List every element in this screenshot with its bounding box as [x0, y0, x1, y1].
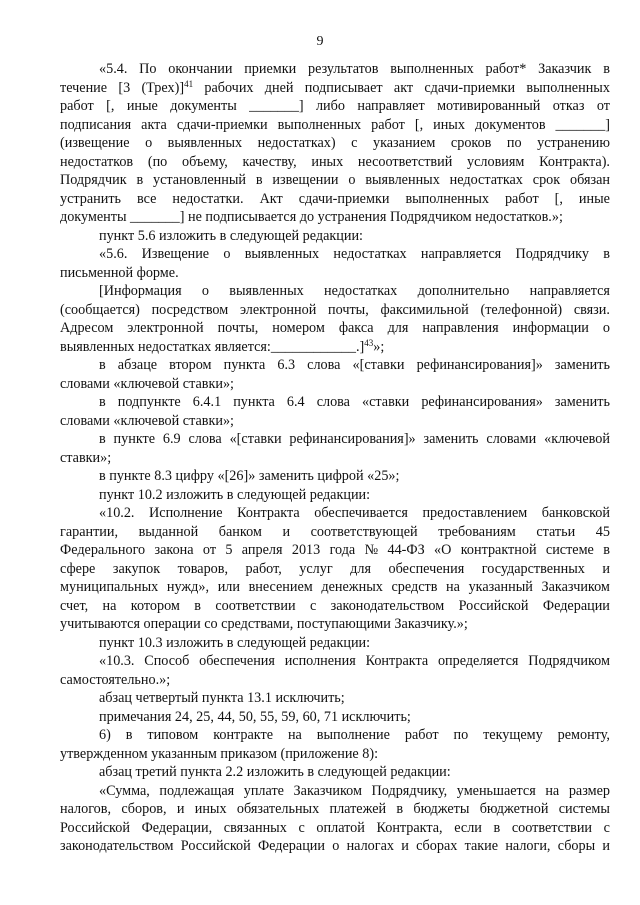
text-line-content: «Сумма, подлежащая уплате Заказчиком Подрядчику, уменьшается на размер — [99, 782, 610, 799]
text-line-content: в абзаце втором пункта 6.3 слова «[ставки рефинансирования]» заменить — [99, 357, 610, 373]
text-line-content: «5.6. Извещение о выявленных недостатках направляется Подрядчику в — [99, 246, 610, 262]
text-line-content: 6) в типовом контракте на выполнение работ по текущему ремонту, — [99, 727, 610, 743]
text-line — [60, 338, 610, 357]
text-line-content: работ [, иные документы _______] либо направляет мотивированный отказ от — [60, 98, 610, 114]
text-line-content: законодательством Российской Федерации о налогах и сборах такие налоги, сборы и — [60, 838, 610, 854]
text-line-content: (извещение о выявленных недостатках) с указанием сроков по устранению — [60, 135, 610, 151]
text-line — [60, 486, 610, 505]
page-number: 9 — [316, 34, 324, 49]
text-line — [60, 837, 610, 856]
text-line — [60, 671, 610, 690]
text-line-content: абзац четвертый пункта 13.1 исключить; — [99, 690, 345, 706]
text-line — [60, 153, 610, 172]
text-line-content: сфере закупок товаров, работ, услуг для обеспечения государственных и — [60, 560, 610, 577]
text-line-content: налогов, сборов, и иных обязательных платежей в бюджеты бюджетной системы — [60, 801, 610, 817]
text-line-content: «10.2. Исполнение Контракта обеспечивается предоставлением банковской — [99, 505, 610, 521]
text-line — [60, 412, 610, 431]
text-line — [60, 504, 610, 523]
text-line — [60, 79, 610, 98]
text-line-content: примечания 24, 25, 44, 50, 55, 59, 60, 71 исключить; — [99, 708, 411, 725]
text-line — [60, 726, 610, 745]
text-line — [60, 689, 610, 708]
text-line-content: течение [3 (Трех)]$^{41}$ рабочих дней подписывает акт сдачи-приемки выполненных — [60, 78, 610, 96]
text-line — [60, 116, 610, 135]
text-line — [60, 763, 610, 782]
text-line — [60, 745, 610, 764]
text-line-content: Адресом электронной почты, номером факса для направления информации о — [60, 320, 610, 336]
footnote-ref: 43 — [364, 337, 374, 348]
text-line-content: (сообщается) посредством электронной почты, факсимильной (телефонной) связи. — [60, 301, 610, 318]
text-line-content: словами «ключевой ставки»; — [60, 375, 234, 392]
text-line-content: Российской Федерации, связанных с оплатой Контракта, если в соответствии с — [60, 819, 610, 836]
text-line-content: гарантии, выданной банком и соответствующей требованиям статьи 45 — [60, 523, 610, 540]
text-line — [60, 652, 610, 671]
text-line — [60, 60, 610, 79]
text-line-content: в пункте 6.9 слова «[ставки рефинансирования]» заменить словами «ключевой — [99, 431, 610, 447]
text-line — [60, 393, 610, 412]
text-line-content: в подпункте 6.4.1 пункта 6.4 слова «ставки рефинансирования» заменить — [99, 394, 610, 410]
text-line-content: письменной форме. — [60, 264, 179, 281]
text-line-content: самостоятельно.»; — [60, 671, 171, 688]
text-line — [60, 171, 610, 190]
text-line — [60, 190, 610, 209]
text-line — [60, 800, 610, 819]
footnote-ref: 41 — [184, 78, 194, 89]
text-line — [60, 227, 610, 246]
text-line — [60, 560, 610, 579]
text-line-content: в пункте 8.3 цифру «[26]» заменить цифрой «25»; — [99, 468, 400, 484]
text-line-content: утвержденном указанным приказом (приложение 8): — [60, 745, 379, 762]
text-line-content: «5.4. По окончании приемки результатов выполненных работ* Заказчик в — [99, 61, 610, 77]
text-line-content: Подрядчик в установленный в извещении о выявленных недостатках срок обязан — [60, 172, 610, 188]
text-line — [60, 356, 610, 375]
text-line — [60, 615, 610, 634]
text-line-content: устранить все недостатки. Акт сдачи-приемки выполненных работ [, иные — [60, 190, 610, 207]
text-line — [60, 319, 610, 338]
text-line-content: учитываются операции со средствами, поступающими Заказчику.»; — [60, 616, 468, 632]
text-line — [60, 208, 610, 227]
text-line — [60, 541, 610, 560]
text-line — [60, 375, 610, 394]
document-body — [60, 60, 610, 856]
text-line — [60, 523, 610, 542]
text-line — [60, 782, 610, 801]
text-line-content: документы _______] не подписывается до устранения Подрядчиком недостатков.»; — [60, 209, 563, 225]
text-line-content: абзац третий пункта 2.2 изложить в следующей редакции: — [99, 764, 451, 780]
text-line-content: Федерального закона от 5 апреля 2013 года № 44-ФЗ «О контрактной системе в — [60, 542, 610, 558]
text-line-content: счет, на котором в соответствии с законодательством Российской Федерации — [60, 597, 610, 614]
text-line-content: пункт 5.6 изложить в следующей редакции: — [99, 227, 363, 244]
text-line — [60, 578, 610, 597]
text-line-content: недостатков (по объему, качеству, иных несоответствий условиям Контракта). — [60, 153, 610, 170]
text-line-content: пункт 10.3 изложить в следующей редакции: — [99, 634, 371, 651]
text-line — [60, 282, 610, 301]
text-line-content: выявленных недостатках является:____________.]$^{43}$»; — [60, 337, 385, 355]
text-line — [60, 134, 610, 153]
text-line — [60, 449, 610, 468]
text-line-content: ставки»; — [60, 449, 112, 466]
text-line — [60, 708, 610, 727]
text-line — [60, 430, 610, 449]
text-line — [60, 97, 610, 116]
text-line — [60, 634, 610, 653]
text-line-content: «10.3. Способ обеспечения исполнения Контракта определяется Подрядчиком — [99, 653, 610, 669]
text-line-content: муниципальных нужд», или внесением денежных средств на указанный Заказчиком — [60, 579, 610, 595]
text-line-content: пункт 10.2 изложить в следующей редакции: — [99, 486, 371, 503]
text-line-content: словами «ключевой ставки»; — [60, 412, 234, 429]
text-line — [60, 245, 610, 264]
text-line — [60, 264, 610, 283]
text-line-content: подписания акта сдачи-приемки выполненных работ [, иных документов _______] — [60, 116, 610, 133]
text-line — [60, 467, 610, 486]
text-line — [60, 597, 610, 616]
text-line — [60, 301, 610, 320]
text-line-content: [Информация о выявленных недостатках дополнительно направляется — [99, 283, 610, 299]
text-line — [60, 819, 610, 838]
